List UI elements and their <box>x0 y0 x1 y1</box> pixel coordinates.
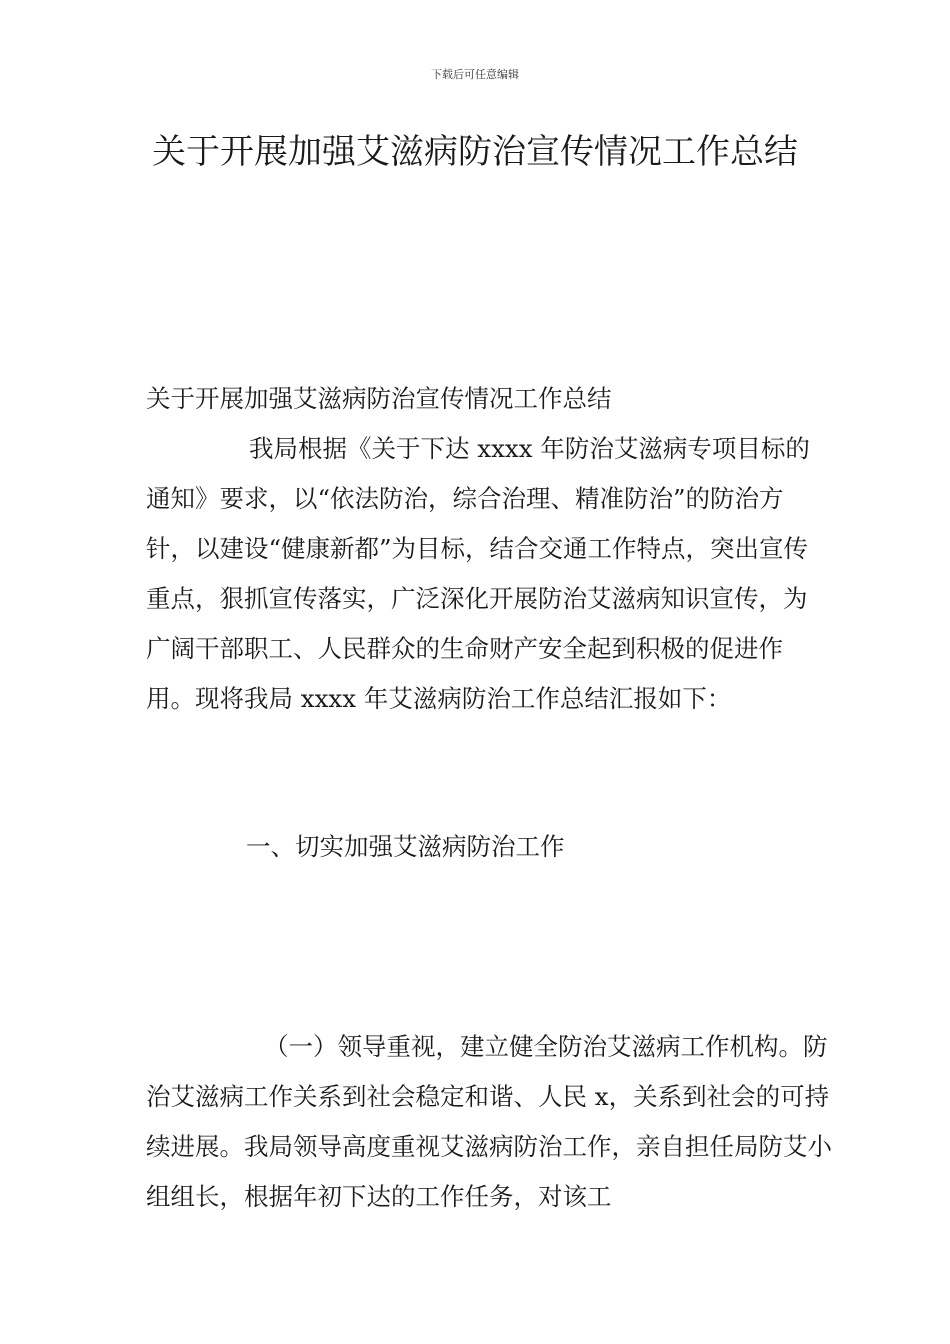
document-title: 关于开展加强艾滋病防治宣传情况工作总结 <box>152 132 798 172</box>
subsection-paragraph-text: （一）领导重视，建立健全防治艾滋病工作机构。防治艾滋病工作关系到社会稳定和谐、人民 x，关系到社会的可持续进展。我局领导高度重视艾滋病防治工作，亲自担任局防艾小组组长，根据年初下达的工作任务，对该工 <box>146 1032 832 1211</box>
header-note: 下载后可任意编辑 <box>431 68 519 81</box>
intro-paragraph <box>146 424 816 724</box>
intro-paragraph-text: 我局根据《关于下达 xxxx 年防治艾滋病专项目标的通知》要求，以“依法防治，综合治理、精准防治”的防治方针，以建设“健康新都”为目标，结合交通工作特点，突出宣传重点，狠抓宣传落实，广泛深化开展防治艾滋病知识宣传，为广阔干部职工、人民群众的生命财产安全起到积极的促进作用。现将我局 xxxx 年艾滋病防治工作总结汇报如下： <box>146 434 810 713</box>
repeated-title-line: 关于开展加强艾滋病防治宣传情况工作总结 <box>146 384 612 413</box>
subsection-paragraph <box>146 1022 846 1222</box>
section-heading: 一、切实加强艾滋病防治工作 <box>246 832 565 861</box>
